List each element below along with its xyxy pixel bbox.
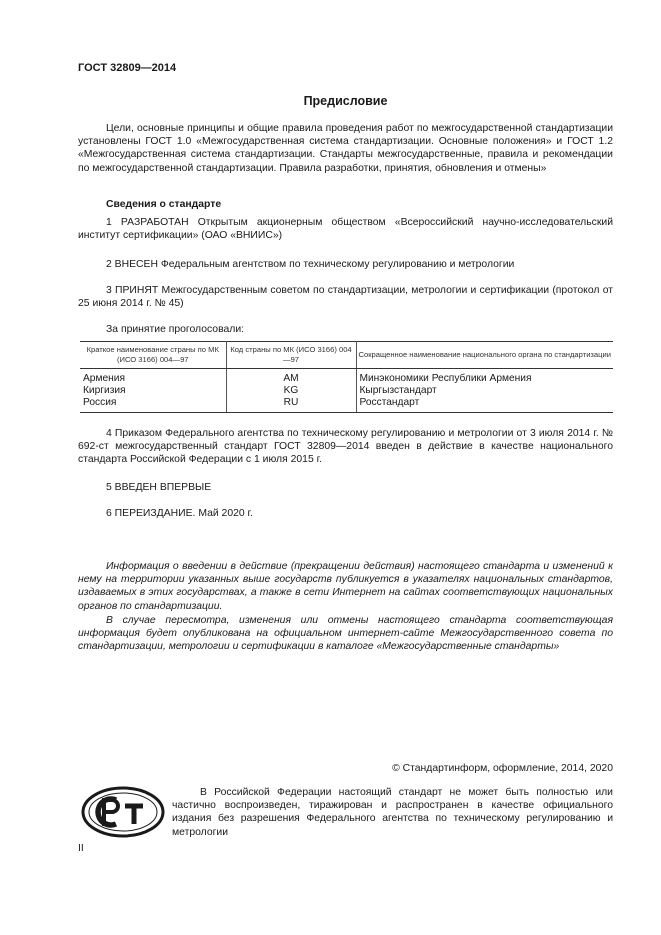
- country-code: AM: [226, 369, 356, 386]
- item-introduced: 5 ВВЕДЕН ВПЕРВЫЕ: [106, 482, 212, 493]
- section-heading: Сведения о стандарте: [106, 199, 222, 210]
- info-paragraph-1: Информация о введении в действие (прекращении действия) настоящего стандарта и изменений к нему на территории указанных выше государств публикуется в указателях национальных стандартов, издаваемых в этих государствах, а также в сети Интернет на сайтах соответствующих национальных органов по стандартизации.: [78, 561, 613, 612]
- country-code: RU: [226, 397, 356, 413]
- table-header-row: [80, 342, 613, 369]
- country-name: Армения: [83, 373, 125, 384]
- header-country-code: Код страны по МК (ИСО 3166) 004—97: [226, 342, 356, 369]
- copyright-notice: © Стандартинформ, оформление, 2014, 2020: [392, 763, 613, 774]
- national-body: Минэкономики Республики Армения: [356, 369, 613, 386]
- item-reissue: 6 ПЕРЕИЗДАНИЕ. Май 2020 г.: [106, 508, 253, 519]
- table-row: [80, 369, 613, 386]
- country-name: Россия: [80, 397, 226, 413]
- info-paragraph-2: В случае пересмотра, изменения или отмены настоящего стандарта соответствующая информация будет опубликована на официальном интернет-сайте Межгосударственного совета по стандартизации, метрологии и сертификации в каталоге «Межгосударственные стандарты»: [78, 615, 613, 653]
- table-row: [80, 397, 613, 413]
- country-name: Киргизия: [83, 385, 126, 396]
- intro-paragraph: Цели, основные принципы и общие правила проведения работ по межгосударственной стандартизации установлены ГОСТ 1.0 «Межгосударственная система стандартизации. Основные положения» и ГОСТ 1.2 «Межгосударственная система стандартизации. Стандарты межгосударственные, правила и рекомендации по межгосударственной стандартизации. Правила разработки, принятия, обновления и отмены»: [78, 123, 613, 174]
- country-code: KG: [226, 385, 356, 397]
- item-adopted: 3 ПРИНЯТ Межгосударственным советом по стандартизации, метрологии и сертификации (протокол от 25 июня 2014 г. № 45): [78, 285, 613, 310]
- header-national-body: Сокращенное наименование национального органа по стандартизации: [356, 342, 613, 369]
- page-number: II: [78, 843, 84, 854]
- item-order: 4 Приказом Федерального агентства по техническому регулированию и метрологии от 3 июля 2014 г. № 692-ст межгосударственный стандарт ГОСТ 32809—2014 введен в действие в качестве национального стандарта Российской Федерации с 1 июля 2015 г.: [78, 428, 613, 466]
- item-developed: 1 РАЗРАБОТАН Открытым акционерным обществом «Всероссийский научно-исследовательский институт сертификации» (ОАО «ВНИИС»): [78, 217, 613, 242]
- voting-table: [80, 341, 613, 413]
- copyright-restriction: В Российской Федерации настоящий стандарт не может быть полностью или частично воспроизведен, тиражирован и распространен в качестве официального издания без разрешения Федерального агентства по техническому регулированию и метрологии: [172, 787, 613, 838]
- national-body: Кыргызстандарт: [356, 385, 613, 397]
- header-country-name: Краткое наименование страны по МК (ИСО 3166) 004—97: [80, 342, 226, 369]
- rst-certification-logo-icon: [81, 786, 165, 838]
- item-submitted: 2 ВНЕСЕН Федеральным агентством по техническому регулированию и метрологии: [106, 259, 515, 270]
- table-row: [80, 385, 613, 397]
- vote-intro: За принятие проголосовали:: [106, 324, 245, 335]
- page-title: Предисловие: [303, 94, 388, 108]
- national-body: Росстандарт: [356, 397, 613, 413]
- document-code: ГОСТ 32809—2014: [78, 62, 177, 74]
